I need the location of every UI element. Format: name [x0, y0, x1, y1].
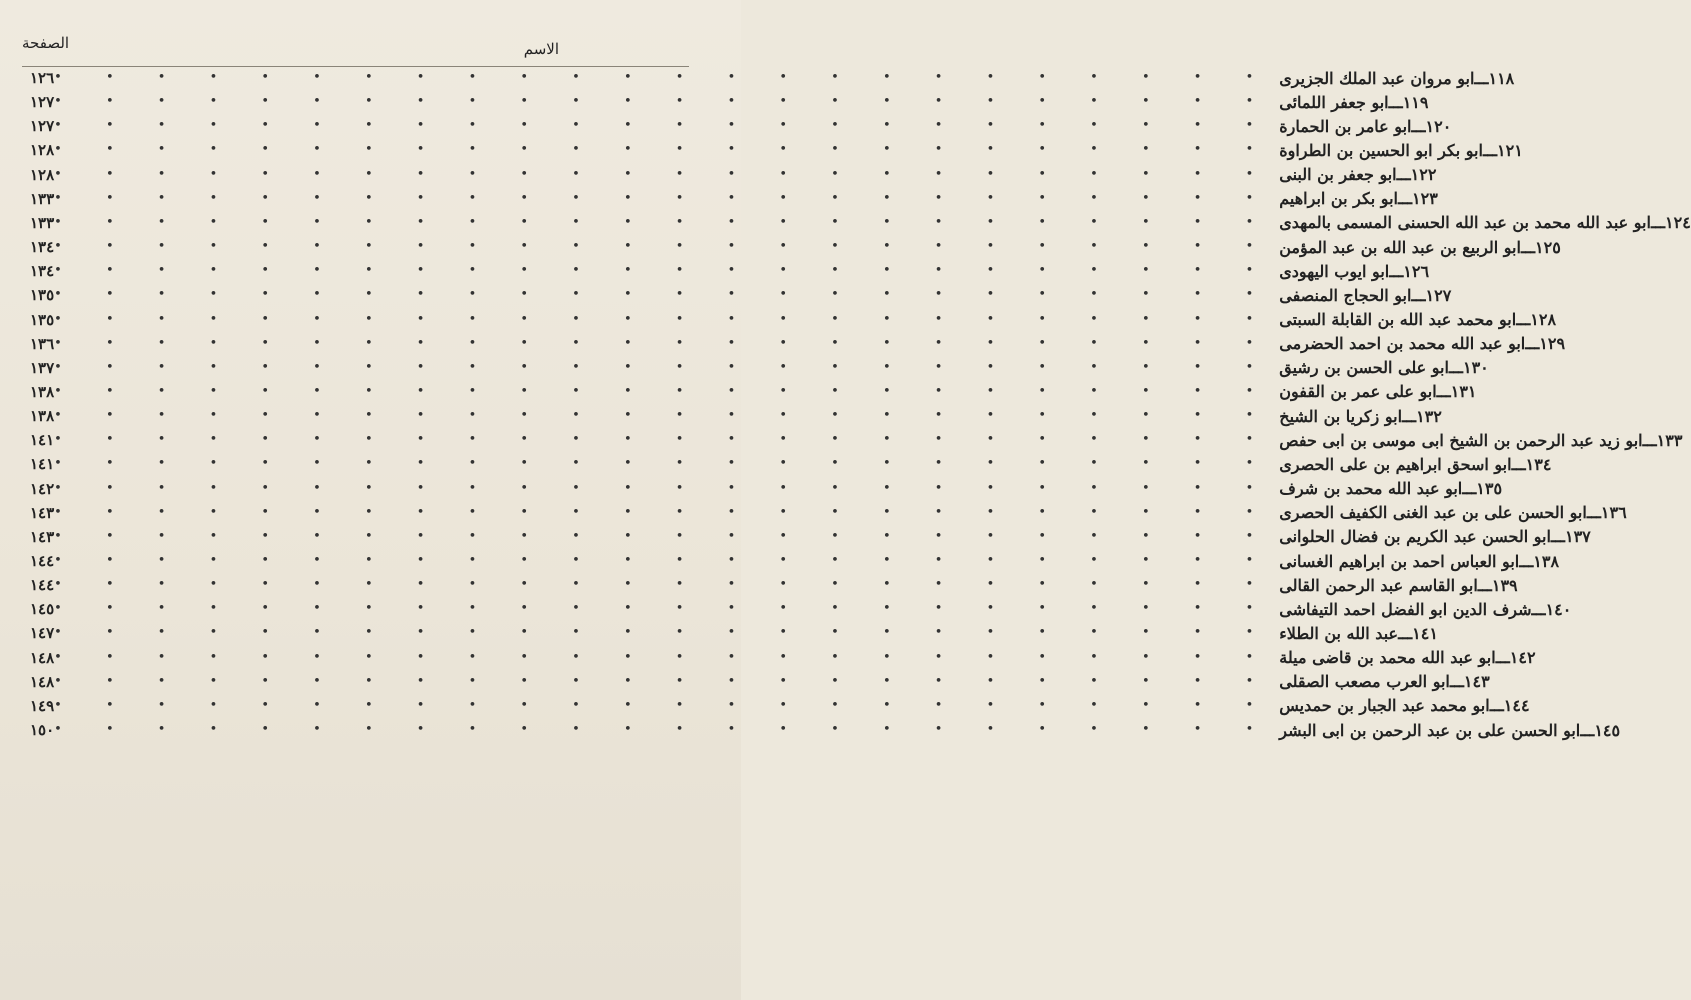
entry-page-number: ١٤٥: [30, 600, 55, 619]
entry-title: شرف الدين ابو الفضل احمد التيفاشى: [1279, 599, 1532, 619]
entry-page-number: ١٤٩: [30, 696, 55, 715]
dot-leader: • • • • • • • • • • • • • • • • • • • • • • • •: [54, 118, 1274, 134]
entry-title: ابو عبد الله محمد بن قاضى ميلة: [1279, 648, 1496, 668]
index-entry: [30, 283, 1452, 307]
entry-page-number: ١٤١: [30, 455, 55, 474]
entry-number: ١٣٢ـــ: [1402, 406, 1442, 426]
entry-page-number: ١٤٨: [30, 648, 55, 667]
dot-leader: • • • • • • • • • • • • • • • • • • • • • • • •: [54, 625, 1274, 641]
dot-leader: • • • • • • • • • • • • • • • • • • • • • • • •: [54, 287, 1274, 303]
entry-number: ١٢١ـــ: [1482, 140, 1523, 160]
entry-page-number: ١٣٧: [30, 358, 55, 377]
entry-number: ١٣٣ـــ: [1642, 430, 1683, 450]
entry-number: ١٣٠ـــ: [1448, 358, 1489, 378]
entry-page-number: ١٤٣: [30, 503, 55, 522]
index-entry: [30, 211, 1691, 235]
entry-page-number: ١٢٦: [30, 69, 55, 87]
dot-leader: • • • • • • • • • • • • • • • • • • • • • • • •: [54, 70, 1274, 85]
dot-leader: • • • • • • • • • • • • • • • • • • • • • • • •: [54, 190, 1274, 206]
dot-leader: • • • • • • • • • • • • • • • • • • • • • • • •: [54, 649, 1274, 665]
index-entry: [30, 501, 1627, 525]
entry-page-number: ١٢٨: [30, 141, 55, 160]
entry-number: ١٣٦ـــ: [1586, 503, 1627, 523]
entry-page-number: ١٢٧: [30, 117, 55, 136]
entry-title: ابو اسحق ابراهيم بن على الحصرى: [1279, 454, 1512, 474]
dot-leader: • • • • • • • • • • • • • • • • • • • • • • • •: [54, 239, 1274, 255]
entry-page-number: ١٣٥: [30, 286, 55, 305]
index-entry: [30, 525, 1591, 549]
index-entry: [30, 308, 1557, 332]
entry-page-number: ١٤١: [30, 431, 55, 450]
entry-title: ابو عبد الله محمد بن احمد الحضرمى: [1279, 334, 1526, 354]
table-header: [22, 28, 689, 68]
entry-number: ١٣١ـــ: [1436, 382, 1477, 402]
dot-leader: • • • • • • • • • • • • • • • • • • • • • • • •: [54, 142, 1274, 158]
entry-page-number: ١٣٥: [30, 310, 55, 329]
dot-leader: • • • • • • • • • • • • • • • • • • • • • • • •: [54, 697, 1274, 713]
entry-number: ١٤٠ـــ: [1531, 599, 1572, 619]
index-entry: [30, 163, 1437, 187]
dot-leader: • • • • • • • • • • • • • • • • • • • • • • • •: [54, 94, 1274, 110]
entry-number: ١١٩ـــ: [1388, 92, 1429, 112]
entry-title: ابو الحسن على بن عبد الرحمن بن ابى البشر: [1279, 720, 1581, 740]
entry-number: ١٣٤ـــ: [1511, 454, 1552, 474]
entry-title: ابو على الحسن بن رشيق: [1279, 358, 1449, 378]
entry-page-number: ١٣٣: [30, 189, 55, 208]
index-entry: [30, 428, 1683, 452]
dot-leader: • • • • • • • • • • • • • • • • • • • • • • • •: [54, 553, 1274, 568]
entry-number: ١٢٣ـــ: [1397, 189, 1438, 209]
index-entry: [30, 694, 1530, 718]
entry-title: ابو ايوب اليهودى: [1279, 261, 1390, 281]
entry-page-number: ١٤٤: [30, 576, 55, 595]
entry-number: ١٤١ـــ: [1398, 623, 1438, 643]
dot-leader: • • • • • • • • • • • • • • • • • • • • • • • •: [54, 456, 1274, 472]
entry-page-number: ١٤٧: [30, 624, 55, 643]
index-entry: [30, 138, 1523, 162]
entry-title: ابو القاسم عبد الرحمن القالى: [1279, 575, 1478, 595]
entry-number: ١٣٧ـــ: [1550, 527, 1591, 547]
entry-page-number: ١٤٨: [30, 672, 55, 691]
entry-page-number: ١٢٨: [30, 165, 55, 184]
entry-number: ١٢٠ـــ: [1411, 116, 1452, 136]
entry-title: ابو محمد عبد الله بن القابلة السبتى: [1279, 310, 1517, 329]
entry-title: ابو بكر بن ابراهيم: [1279, 189, 1398, 209]
entry-title: عبد الله بن الطلاء: [1279, 623, 1399, 643]
entry-page-number: ١٤٢: [30, 479, 55, 498]
entry-title: ابو الحسن عبد الكريم بن فضال الحلوانى: [1279, 527, 1551, 547]
entry-title: ابو جعفر اللمائى: [1279, 92, 1389, 112]
index-entry: [30, 235, 1561, 259]
entry-title: ابو الربيع بن عبد الله بن عبد المؤمن: [1279, 237, 1521, 257]
index-entry: [30, 477, 1503, 501]
dot-leader: • • • • • • • • • • • • • • • • • • • • • • • •: [54, 311, 1274, 327]
index-entry: [30, 549, 1560, 573]
entry-title: ابو العرب مصعب الصقلى: [1279, 672, 1450, 692]
index-entry: [30, 332, 1566, 356]
entry-title: ابو العباس احمد بن ابراهيم الغسانى: [1279, 551, 1520, 571]
index-entry: [30, 452, 1552, 476]
entry-number: ١٤٥ـــ: [1580, 720, 1621, 740]
dot-leader: • • • • • • • • • • • • • • • • • • • • • • • •: [54, 359, 1274, 375]
dot-leader: • • • • • • • • • • • • • • • • • • • • • • • •: [54, 166, 1274, 182]
entry-number: ١١٨ـــ: [1474, 68, 1515, 88]
entry-page-number: ١٤٤: [30, 552, 55, 570]
dot-leader: • • • • • • • • • • • • • • • • • • • • • • • •: [54, 408, 1274, 424]
entry-number: ١٢٧ـــ: [1411, 285, 1452, 305]
index-entry: [30, 597, 1572, 621]
entry-page-number: ١٣٨: [30, 407, 55, 426]
dot-leader: • • • • • • • • • • • • • • • • • • • • • • • •: [54, 504, 1274, 520]
entry-page-number: ١٣٦: [30, 334, 55, 353]
dot-leader: • • • • • • • • • • • • • • • • • • • • • • • •: [54, 480, 1274, 496]
entry-number: ١٢٦ـــ: [1389, 261, 1430, 281]
entry-page-number: ١٣٤: [30, 238, 55, 257]
dot-leader: • • • • • • • • • • • • • • • • • • • • • • • •: [54, 383, 1274, 399]
dot-leader: • • • • • • • • • • • • • • • • • • • • • • • •: [54, 432, 1274, 448]
entry-title: ابو عبد الله محمد بن شرف: [1279, 479, 1463, 499]
entry-number: ١٢٨ـــ: [1516, 310, 1557, 329]
index-entry: [30, 90, 1429, 114]
entry-title: ابو الحجاج المنصفى: [1279, 285, 1412, 305]
entry-title: ابو زيد عبد الرحمن بن الشيخ ابى موسى بن ابى حفص: [1279, 430, 1643, 450]
index-entry: [30, 718, 1621, 742]
dot-leader: • • • • • • • • • • • • • • • • • • • • • • • •: [54, 528, 1274, 544]
entry-title: ابو جعفر بن البنى: [1279, 165, 1397, 185]
index-entry: [30, 380, 1477, 404]
name-column-header: الاسم: [523, 40, 559, 58]
index-entry: [30, 646, 1536, 670]
dot-leader: • • • • • • • • • • • • • • • • • • • • • • • •: [54, 601, 1274, 617]
entry-title: ابو محمد عبد الجبار بن حمديس: [1279, 696, 1490, 716]
entry-page-number: ١٣٨: [30, 382, 55, 401]
entry-title: ابو الحسن على بن عبد الغنى الكفيف الحصرى: [1279, 503, 1587, 523]
entry-number: ١٤٢ـــ: [1495, 648, 1536, 668]
dot-leader: • • • • • • • • • • • • • • • • • • • • • • • •: [54, 335, 1274, 351]
entry-number: ١٣٩ـــ: [1477, 575, 1518, 595]
entry-number: ١٤٣ـــ: [1449, 672, 1490, 692]
index-entry: [30, 259, 1430, 283]
entry-number: ١٢٥ـــ: [1520, 237, 1561, 257]
entry-title: ابو بكر ابو الحسين بن الطراوة: [1279, 140, 1483, 160]
entry-page-number: ١٣٣: [30, 213, 55, 232]
entry-page-number: ١٤٣: [30, 527, 55, 546]
entry-page-number: ١٢٧: [30, 93, 55, 112]
dot-leader: • • • • • • • • • • • • • • • • • • • • • • • •: [54, 214, 1274, 230]
entry-number: ١٣٥ـــ: [1462, 479, 1503, 499]
index-entry: [30, 187, 1438, 211]
entry-page-number: ١٣٤: [30, 262, 55, 281]
entry-page-number: ١٥٠: [30, 721, 55, 740]
entry-number: ١٢٢ـــ: [1396, 165, 1437, 185]
entry-title: ابو عامر بن الحمارة: [1279, 116, 1412, 136]
index-entry: [30, 404, 1442, 428]
entry-number: ١٤٤ـــ: [1489, 696, 1530, 716]
index-entry: [30, 356, 1489, 380]
index-entry: [30, 66, 1515, 90]
dot-leader: • • • • • • • • • • • • • • • • • • • • • • • •: [54, 577, 1274, 593]
entry-number: ١٣٨ـــ: [1519, 551, 1560, 571]
index-entry: [30, 573, 1518, 597]
dot-leader: • • • • • • • • • • • • • • • • • • • • • • • •: [54, 722, 1274, 738]
index-entry: [30, 114, 1452, 138]
dot-leader: • • • • • • • • • • • • • • • • • • • • • • • •: [54, 263, 1274, 279]
dot-leader: • • • • • • • • • • • • • • • • • • • • • • • •: [54, 673, 1274, 689]
page-column-header: الصفحة: [22, 34, 70, 52]
index-entry: [30, 670, 1490, 694]
entry-title: ابو زكريا بن الشيخ: [1279, 406, 1403, 426]
entry-title: ابو عبد الله محمد بن عبد الله الحسنى المسمى بالمهدى: [1279, 213, 1651, 233]
index-entry: [30, 621, 1438, 645]
entry-number: ١٢٤ـــ: [1650, 213, 1691, 233]
entry-title: ابو مروان عبد الملك الجزيرى: [1279, 68, 1475, 88]
entry-number: ١٢٩ـــ: [1525, 334, 1566, 354]
entry-title: ابو على عمر بن القفون: [1279, 382, 1437, 402]
